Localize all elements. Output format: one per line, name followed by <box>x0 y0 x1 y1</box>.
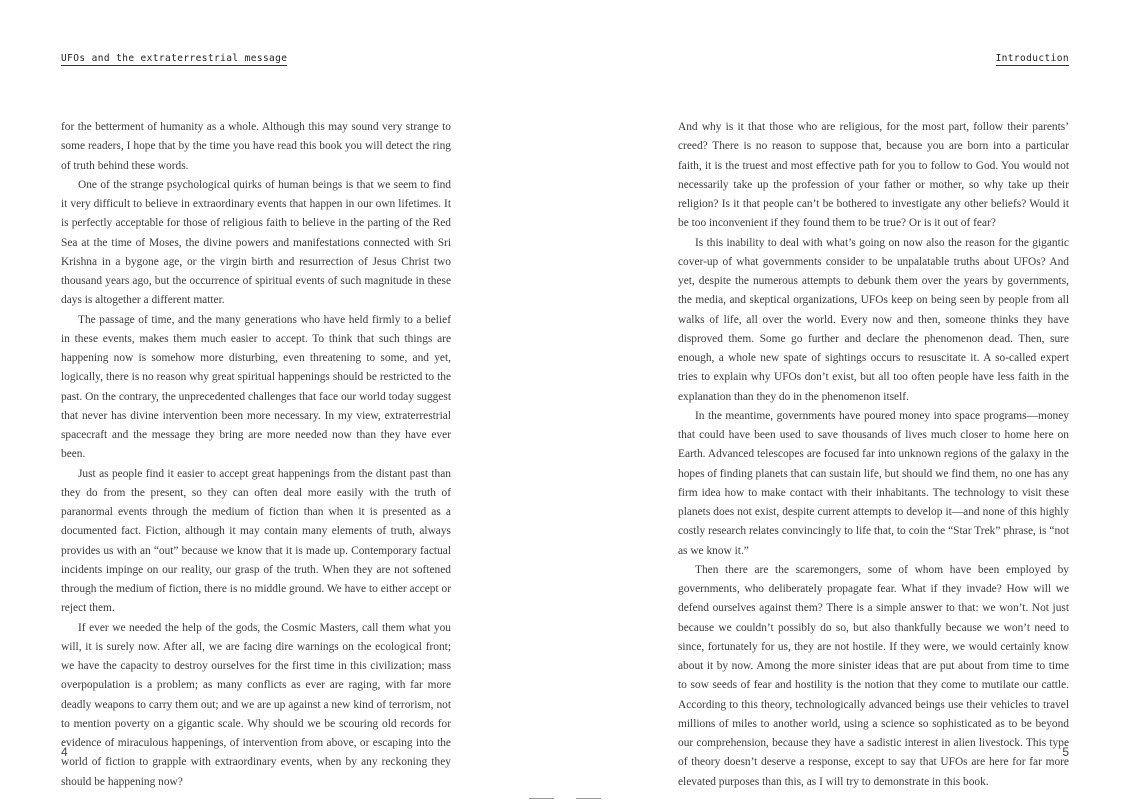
right-page-body <box>678 118 1069 792</box>
crop-mark <box>529 798 554 799</box>
paragraph: And why is it that those who are religious, for the most part, follow their parents’ creed? There is no reason to suppose that, because you are born into a particular faith, it is the truest and most effective path for you to follow to God. You would not necessarily take up the profession of your father or mother, so why take up their religion? Is it that people can’t be bothered to investigate any other beliefs? Would it be too inconvenient if they found them to be true? Or is it out of fear? <box>678 121 1069 230</box>
paragraph: for the betterment of humanity as a whole. Although this may sound very strange to some readers, I hope that by the time you have read this book you will detect the ring of truth behind these words. <box>61 121 451 172</box>
paragraph: In the meantime, governments have poured money into space programs—money that could have been used to save thousands of lives much closer to home here on Earth. Advanced telescopes are focused far into unknown regions of the galaxy in the hopes of finding planets that can sustain life, but should we find them, no one has any firm idea how to make contact with their inhabitants. The technology to visit these planets does not exist, despite current attempts to develop it—and none of this highly costly research relates convincingly to life that, to coin the “Star Trek” phrase, is “not as we know it.” <box>678 409 1070 557</box>
running-head-book-title: UFOs and the extraterrestrial message <box>61 53 288 64</box>
crop-mark <box>576 798 601 799</box>
running-head-chapter-title: Introduction <box>995 53 1069 64</box>
page-number: 5 <box>1062 745 1069 759</box>
paragraph: Just as people find it easier to accept great happenings from the distant past than they do from the present, so they can often deal more easily with the truth of paranormal events through the medium of fiction than when it is presented as a documented fact. Fiction, although it may contain many elements of truth, always provides us with an “out” because we know that it is made up. Contemporary factual incidents impinge on our reality, our grasp of the truth. When they are not softened through the medium of fiction, there is no middle ground. We have to either accept or reject them. <box>61 467 451 615</box>
paragraph: Then there are the scaremongers, some of whom have been employed by governments, who deliberately propagate fear. What if they invade? How will we defend ourselves against them? There is a simple answer to that: we won’t. Not just because we couldn’t possibly do so, but also thankfully because we won’t need to since, fortunately for us, they are not hostile. If they were, we would certainly know about it by now. Among the more sinister ideas that are put about from time to time to sow seeds of fear and hostility is the notion that they come to mutilate our cattle. According to this theory, technologically advanced beings use their vehicles to travel millions of miles to another world, using a science so sophisticated as to be beyond our comprehension, because they have a sadistic interest in alien livestock. This type of theory doesn’t deserve a response, except to say that UFOs are here for far more elevated purposes than this, as I will try to demonstrate in this book. <box>678 563 1069 788</box>
paragraph: If ever we needed the help of the gods, the Cosmic Masters, call them what you will, it is surely now. After all, we are facing dire warnings on the ecological front; we have the capacity to destroy ourselves for the first time in this civilization; mass overpopulation is a problem; as many conflicts as ever are raging, with far more deadly weapons to carry them out; and we are up against a new kind of terrorism, not to mention poverty on a gigantic scale. Why should we be scouring old records for evidence of miraculous happenings, of intervention from above, or escaping into the world of fiction to grapple with extraordinary events, when by any reckoning they should be happening now? <box>61 621 451 788</box>
left-page-body <box>61 118 451 792</box>
paragraph: The passage of time, and the many generations who have held firmly to a belief in these events, makes them much easier to accept. To think that such things are happening now is somehow more disturbing, even threatening to some, and yet, logically, there is no reason why great spiritual happenings should be restricted to the past. On the contrary, the unprecedented challenges that face our world today suggest that never has divine intervention been more necessary. In my view, extraterrestrial spacecraft and the message they bring are more needed now than they have ever been. <box>61 313 451 461</box>
paragraph: One of the strange psychological quirks of human beings is that we seem to find it very difficult to believe in extraordinary events that happen in our own lifetimes. It is perfectly acceptable for those of religious faith to believe in the parting of the Red Sea at the time of Moses, the divine powers and manifestations connected with Sri Krishna in a bygone age, or the virgin birth and resurrection of Jesus Christ two thousand years ago, but the occurrence of spiritual events of such magnitude in these days is altogether a different matter. <box>61 178 451 307</box>
right-page <box>678 0 1069 800</box>
left-page <box>61 0 451 800</box>
paragraph: Is this inability to deal with what’s going on now also the reason for the gigantic cover-up of what governments consider to be unpalatable truths about UFOs? And yet, despite the numerous attempts to debunk them over the years by governments, the media, and skeptical organizations, UFOs keep on being seen by people from all walks of life, all over the world. Every now and then, someone thinks they have disproved them. Some go further and declare the phenomenon dead. Then, sure enough, a whole new spate of sightings occurs to resuscitate it. A so-called expert tries to explain why UFOs don’t exist, but all too often people have less faith in the explanation than they do in the phenomenon itself. <box>678 236 1069 403</box>
page-number: 4 <box>61 745 68 759</box>
